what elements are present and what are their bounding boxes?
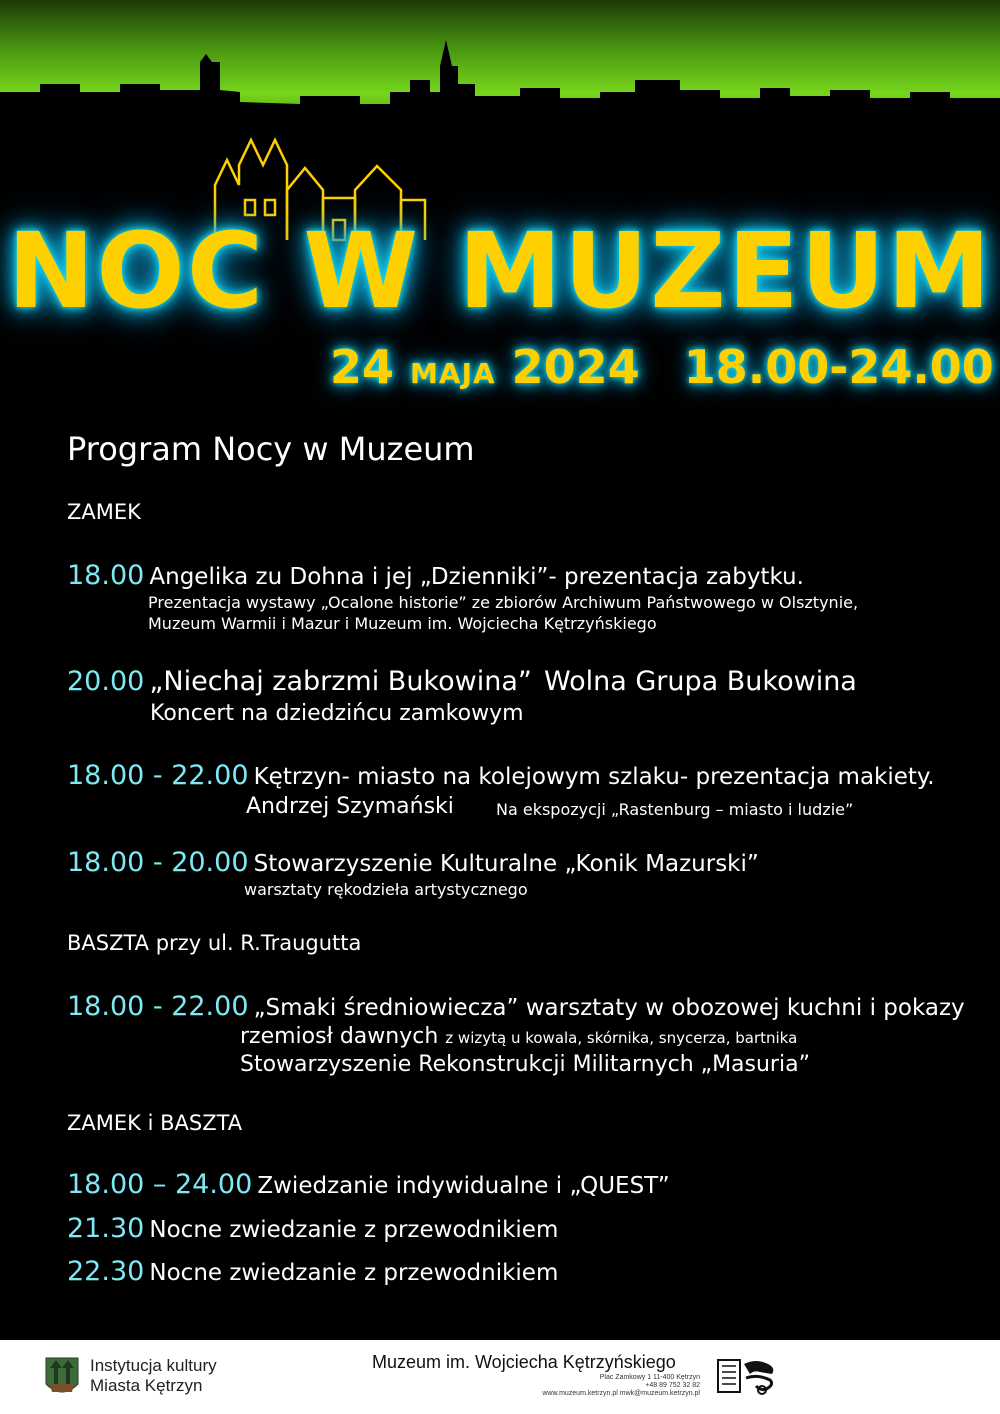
museum-address: Plac Zamkowy 1 11-400 Kętrzyn xyxy=(599,1374,700,1381)
event-title: „Niechaj zabrzmi Bukowina” xyxy=(149,666,532,697)
museum-web: www.muzeum.ketrzyn.pl mwk@muzeum.ketrzyn.pl xyxy=(542,1390,700,1397)
event-detail: Prezentacja wystawy „Ocalone historie” ze zbiorów Archiwum Państwowego w Olsztynie, xyxy=(148,593,859,612)
museum-contact xyxy=(542,1374,700,1398)
event-title: Nocne zwiedzanie z przewodnikiem xyxy=(149,1260,559,1286)
event-time: 18.00 - 22.00 xyxy=(67,760,249,791)
section-zamek-baszta: ZAMEK i BASZTA xyxy=(67,1111,243,1135)
event-detail: warsztaty rękodzieła artystycznego xyxy=(244,880,528,899)
section-zamek: ZAMEK xyxy=(67,500,141,524)
museum-logo-icon xyxy=(716,1356,780,1398)
program-heading: Program Nocy w Muzeum xyxy=(67,430,475,468)
event-title: Zwiedzanie indywidualne i „QUEST” xyxy=(257,1173,670,1199)
program-event xyxy=(67,1256,558,1287)
event-time: 18.00 xyxy=(67,560,145,591)
museum-name: Muzeum im. Wojciecha Kętrzyńskiego xyxy=(372,1352,676,1372)
program-event xyxy=(67,760,935,791)
event-time: 18.00 - 22.00 xyxy=(67,991,249,1022)
poster-title: NOC W MUZEUM xyxy=(7,210,993,332)
program-event xyxy=(67,1169,670,1200)
institution-label xyxy=(90,1356,217,1396)
event-person: Andrzej Szymański xyxy=(246,794,454,819)
date-hours: 18.00-24.00 xyxy=(683,340,994,394)
program-event xyxy=(67,666,532,697)
event-time: 18.00 - 20.00 xyxy=(67,847,249,878)
event-performer: Wolna Grupa Bukowina xyxy=(544,666,857,697)
event-time: 21.30 xyxy=(67,1213,145,1244)
event-title: Stowarzyszenie Kulturalne „Konik Mazurski” xyxy=(253,851,759,877)
date-year: 2024 xyxy=(511,340,640,394)
town-skyline-silhouette xyxy=(0,0,1000,200)
section-baszta: BASZTA przy ul. R.Traugutta xyxy=(67,931,362,955)
event-title: „Smaki średniowiecza” warsztaty w obozowej kuchni i pokazy xyxy=(253,995,965,1021)
event-detail-note: z wizytą u kowala, skórnika, snycerza, bartnika xyxy=(445,1029,798,1047)
date-month: MAJA xyxy=(410,357,496,390)
event-title: Kętrzyn- miasto na kolejowym szlaku- prezentacja makiety. xyxy=(253,764,935,790)
program-event xyxy=(67,847,759,878)
event-detail: Koncert na dziedzińcu zamkowym xyxy=(150,701,524,726)
event-date xyxy=(330,340,994,394)
program-event xyxy=(67,991,965,1022)
institution-line-1: Instytucja kultury xyxy=(90,1356,217,1375)
event-detail-main: rzemiosł dawnych xyxy=(240,1024,439,1049)
footer xyxy=(0,1340,1000,1414)
institution-line-2: Miasta Kętrzyn xyxy=(90,1376,203,1395)
date-day: 24 xyxy=(330,340,395,394)
event-time: 22.30 xyxy=(67,1256,145,1287)
program-event xyxy=(67,1213,558,1244)
event-note: Na ekspozycji „Rastenburg – miasto i ludzie” xyxy=(496,800,854,819)
event-time: 18.00 – 24.00 xyxy=(67,1169,253,1200)
event-time: 20.00 xyxy=(67,666,145,697)
event-detail xyxy=(240,1024,797,1049)
event-organizer: Stowarzyszenie Rekonstrukcji Militarnych „Masuria” xyxy=(240,1052,810,1077)
town-crest-icon xyxy=(44,1354,80,1400)
event-title: Nocne zwiedzanie z przewodnikiem xyxy=(149,1217,559,1243)
museum-phone: +48 89 752 32 82 xyxy=(645,1382,700,1389)
event-title: Angelika zu Dohna i jej „Dzienniki”- prezentacja zabytku. xyxy=(149,564,804,590)
program-event xyxy=(67,560,804,591)
event-detail: Muzeum Warmii i Mazur i Muzeum im. Wojciecha Kętrzyńskiego xyxy=(148,614,657,633)
